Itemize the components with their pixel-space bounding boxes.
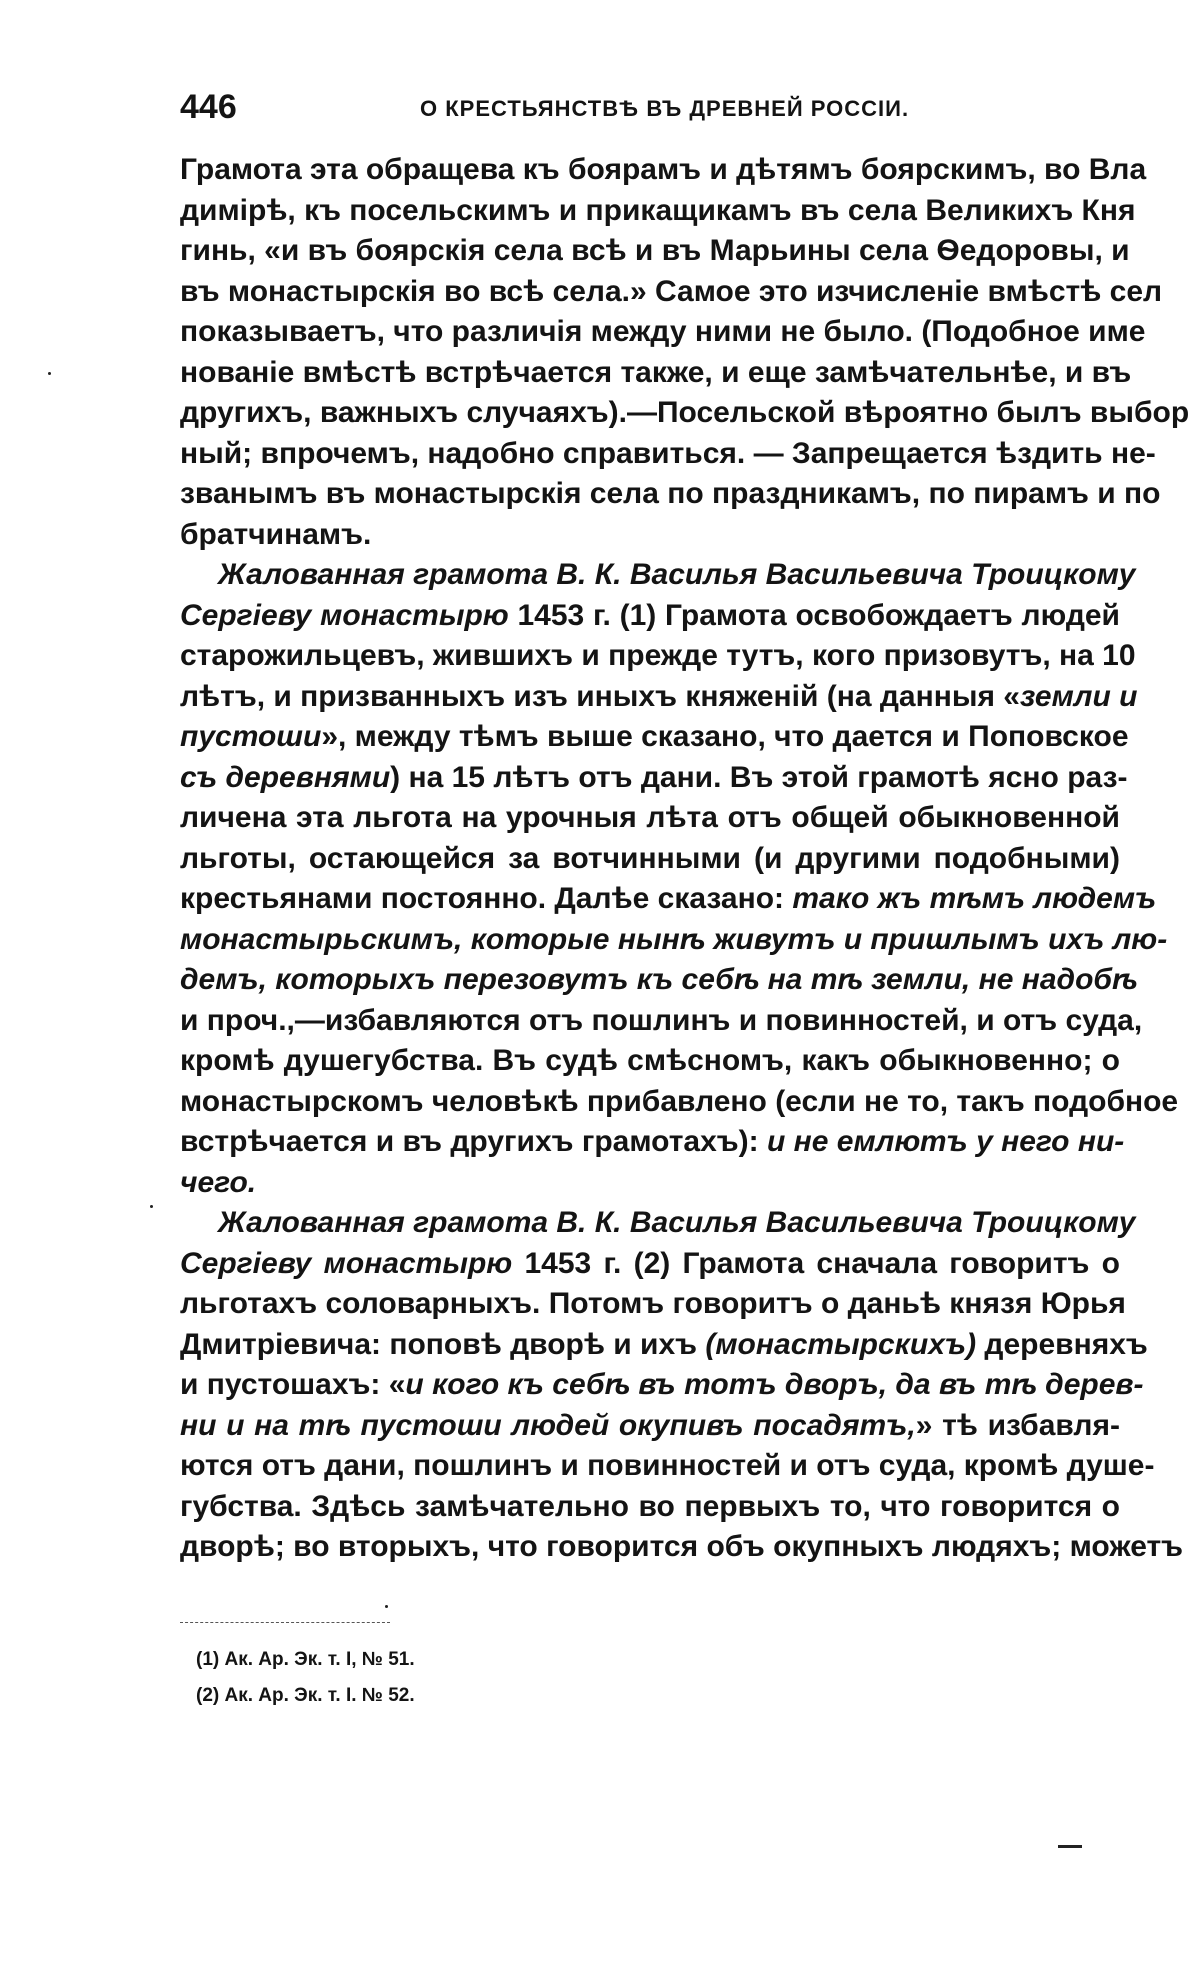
text-run: и пустошахъ: « — [180, 1368, 406, 1401]
footnote-rule — [180, 1622, 390, 1623]
margin-speck — [385, 1605, 388, 1608]
text-run: нованіе вмѣстѣ встрѣчается также, и еще замѣчательнѣе, и въ — [180, 355, 1132, 389]
text-line — [180, 434, 1156, 475]
text-line — [180, 1082, 1179, 1123]
text-run: кромѣ душегубства. Въ судѣ смѣсномъ, какъ обыкновенно; о — [180, 1044, 1120, 1077]
text-line — [180, 1041, 1120, 1082]
text-line — [180, 839, 1120, 880]
text-line — [180, 1527, 1184, 1568]
italic-run: земли и — [1020, 679, 1138, 713]
text-line — [180, 758, 1128, 799]
text-line — [180, 272, 1163, 313]
text-run: личена эта льгота на урочныя лѣта отъ общей обыкновенной — [180, 801, 1120, 834]
text-line — [180, 677, 1138, 718]
text-line — [180, 879, 1157, 920]
text-run: званымъ въ монастырскія села по праздникамъ, по пирамъ и по — [180, 477, 1161, 510]
text-line — [180, 1244, 1120, 1285]
text-run: 1453 г. (1) Грамота освобождаетъ людей — [508, 598, 1120, 632]
text-run: димірѣ, къ посельскимъ и прикащикамъ въ села Великихъ Кня — [180, 193, 1136, 227]
text-run: Дмитріевича: поповѣ дворѣ и ихъ — [180, 1327, 706, 1361]
text-run: льготы, остающейся за вотчинными (и другими подобными) — [180, 841, 1120, 875]
text-line — [180, 1487, 1120, 1528]
text-run: старожильцевъ, жившихъ и прежде тутъ, кого призовутъ, на 10 — [180, 639, 1136, 672]
text-line — [180, 150, 1147, 191]
text-run: въ монастырскія во всѣ села.» Самое это изчисленіе вмѣстѣ сел — [180, 274, 1163, 308]
text-run: дворѣ; во вторыхъ, что говорится объ окупныхъ людяхъ; можетъ — [180, 1530, 1184, 1563]
text-line — [180, 920, 1168, 961]
body-text — [180, 150, 1189, 1568]
text-run: 1453 г. (2) Грамота сначала говоритъ о — [512, 1246, 1120, 1280]
text-line — [180, 717, 1129, 758]
text-line — [180, 1122, 1125, 1163]
text-run: и проч.,—избавляются отъ пошлинъ и повинностей, и отъ суда, — [180, 1003, 1143, 1037]
running-title: О КРЕСТЬЯНСТВѢ ВЪ ДРЕВНЕЙ РОССІИ. — [420, 96, 910, 121]
text-run: ) на 15 лѣтъ отъ дани. Въ этой грамотѣ ясно раз- — [390, 760, 1128, 794]
italic-run: пустоши — [180, 720, 322, 753]
text-run: крестьянами постоянно. Далѣе сказано: — [180, 882, 793, 915]
italic-run: и не емлютъ у него ни- — [766, 1125, 1125, 1158]
text-run: », между тѣмъ выше сказано, что дается и Поповское — [321, 720, 1129, 753]
text-run: встрѣчается и въ другихъ грамотахъ): — [180, 1125, 767, 1158]
italic-run: (монастырскихъ) — [705, 1327, 977, 1361]
footnote-2: (2) Ак. Ар. Эк. т. I. № 52. — [196, 1685, 415, 1706]
italic-run: съ деревнями — [180, 760, 391, 794]
italic-run: чего. — [180, 1165, 257, 1199]
text-line — [180, 596, 1120, 637]
text-line — [180, 474, 1161, 515]
text-run: показываетъ, что различія между ними не было. (Подобное име — [180, 315, 1146, 348]
text-line — [180, 1001, 1143, 1042]
text-line — [180, 1163, 1120, 1204]
text-line — [180, 1203, 1136, 1244]
text-run: губства. Здѣсь замѣчательно во первыхъ то, что говорится о — [180, 1489, 1120, 1523]
text-line — [180, 191, 1136, 232]
text-run: деревняхъ — [976, 1327, 1148, 1361]
italic-run: и кого къ себѣ въ тотъ дворъ, да въ тѣ дерев- — [405, 1368, 1144, 1401]
italic-run: тако жъ тѣмъ людемъ — [792, 882, 1157, 915]
text-line — [180, 1325, 1148, 1366]
text-line — [180, 231, 1130, 272]
text-line — [180, 312, 1146, 353]
italic-run: Жалованная грамота В. К. Василья Васильевича Троицкому — [218, 558, 1136, 591]
text-run: другихъ, важныхъ случаяхъ).—Посельской вѣроятно былъ выбор — [180, 396, 1189, 429]
text-run: » тѣ избавля- — [915, 1408, 1120, 1442]
text-run: ный; впрочемъ, надобно справиться. — Запрещается ѣздить не- — [180, 436, 1156, 470]
text-line — [180, 1365, 1144, 1406]
margin-mark — [1058, 1845, 1082, 1848]
italic-run: Сергіеву монастырю — [180, 1246, 513, 1280]
text-run: монастырскомъ человѣкѣ прибавлено (если не то, такъ подобное — [180, 1084, 1179, 1118]
text-run: льготахъ соловарныхъ. Потомъ говоритъ о даньѣ князя Юрья — [180, 1287, 1126, 1320]
text-line — [180, 393, 1189, 434]
text-run: Грамота эта обращева къ боярамъ и дѣтямъ боярскимъ, во Вла — [180, 153, 1147, 186]
italic-run: демъ, которыхъ перезовутъ къ себѣ на тѣ земли, не надобѣ — [180, 963, 1138, 996]
page-header — [180, 88, 1120, 132]
text-run: ются отъ дани, пошлинъ и повинностей и отъ суда, кромѣ душе- — [180, 1449, 1155, 1482]
text-line — [180, 1446, 1155, 1487]
text-line — [180, 1284, 1126, 1325]
text-line — [180, 798, 1120, 839]
italic-run: Сергіеву монастырю — [180, 598, 509, 632]
italic-run: ни и на тѣ пустоши людей окупивъ посадятъ, — [180, 1408, 916, 1442]
margin-speck — [150, 1205, 153, 1208]
text-line — [180, 555, 1136, 596]
footnote-1: (1) Ак. Ар. Эк. т. I, № 51. — [196, 1649, 415, 1670]
margin-speck — [48, 372, 51, 375]
text-run: лѣтъ, и призванныхъ изъ иныхъ княженій (на данныя « — [180, 679, 1020, 713]
text-line — [180, 353, 1132, 394]
italic-run: Жалованная грамота В. К. Василья Васильевича Троицкому — [218, 1206, 1136, 1239]
text-line — [180, 636, 1136, 677]
footnotes — [196, 1642, 415, 1714]
text-run: братчинамъ. — [180, 517, 372, 551]
text-line — [180, 960, 1138, 1001]
text-line — [180, 515, 1120, 556]
text-run: гинь, «и въ боярскія села всѣ и въ Марьины села Ѳедоровы, и — [180, 234, 1130, 267]
page-number: 446 — [180, 88, 237, 126]
text-line — [180, 1406, 1120, 1447]
italic-run: монастырьскимъ, которые нынѣ живутъ и пришлымъ ихъ лю- — [180, 922, 1168, 956]
